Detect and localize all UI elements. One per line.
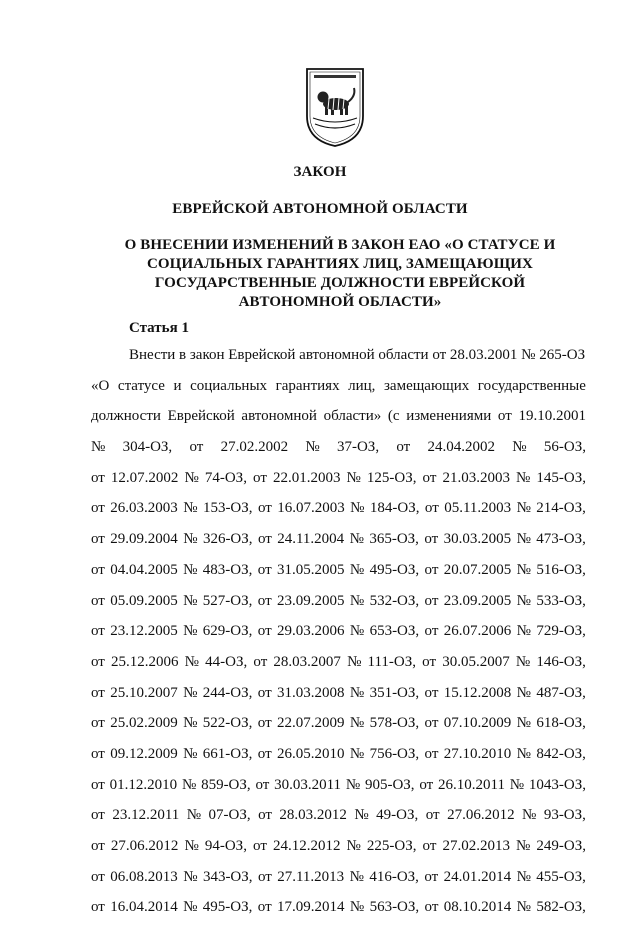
body-word: 16.07.2003 <box>277 500 345 517</box>
body-word: № <box>516 715 531 732</box>
body-word: 29.09.2004 <box>110 531 178 548</box>
body-word: области» <box>323 408 382 425</box>
body-word: № <box>186 807 202 824</box>
law-title-line: СОЦИАЛЬНЫХ ГАРАНТИЯХ ЛИЦ, ЗАМЕЩАЮЩИХ <box>146 256 533 272</box>
body-word: № <box>512 439 527 456</box>
body-word: статусе <box>117 377 165 394</box>
body-word: № <box>183 561 198 578</box>
body-word: 01.12.2010 <box>109 776 178 793</box>
body-word: от <box>424 868 439 885</box>
body-word: от <box>257 899 272 916</box>
body-text-line <box>91 438 586 469</box>
body-word: 249-ОЗ, <box>536 838 586 854</box>
body-word: № <box>509 776 525 793</box>
body-word: 94-ОЗ, <box>204 838 247 854</box>
body-word: 27.10.2010 <box>443 745 512 762</box>
body-word: 26.10.2011 <box>438 776 505 793</box>
body-word: 49-ОЗ, <box>376 807 419 824</box>
body-word: 93-ОЗ, <box>543 807 586 824</box>
body-word: 661-ОЗ, <box>202 745 253 762</box>
body-word: 27.11.2013 <box>277 868 345 885</box>
body-word: 533-ОЗ, <box>536 592 586 609</box>
body-word: 15.12.2008 <box>443 684 512 701</box>
body-word: 578-ОЗ, <box>369 715 420 732</box>
body-word: 07.10.2009 <box>443 715 512 732</box>
body-text-line <box>91 499 586 530</box>
body-word: № <box>347 653 362 670</box>
body-word: № <box>516 868 531 885</box>
body-word: 25.10.2007 <box>110 684 178 701</box>
body-word: 859-ОЗ, <box>201 776 251 793</box>
body-word: должности <box>91 408 161 425</box>
body-word: № <box>516 623 531 640</box>
body-word: от <box>257 868 272 885</box>
body-word: изменениями <box>406 408 492 425</box>
body-word: от <box>424 623 439 640</box>
body-word: № <box>91 439 106 456</box>
body-word: 04.04.2005 <box>110 561 178 578</box>
body-word: от <box>424 531 439 548</box>
body-word: 05.09.2005 <box>110 592 178 609</box>
body-word: 24.12.2012 <box>272 838 341 854</box>
body-word: № <box>516 531 531 548</box>
body-word: от <box>424 592 439 609</box>
body-word: № <box>181 776 197 793</box>
body-text-line <box>91 592 586 623</box>
body-word: от <box>497 408 512 425</box>
region-heading: ЕВРЕЙСКОЙ АВТОНОМНОЙ ОБЛАСТИ <box>172 201 468 217</box>
body-word: Внести в закон Еврейской автономной области от 28.03.2001 № 265-ОЗ <box>129 347 586 363</box>
body-text-line <box>91 346 586 377</box>
body-word: от <box>91 531 105 548</box>
body-word: № <box>354 807 369 824</box>
body-word: 455-ОЗ, <box>536 868 586 885</box>
body-word: 21.03.2003 <box>442 469 510 486</box>
body-word: от <box>257 531 272 548</box>
law-title <box>108 236 572 312</box>
body-word: 27.02.2002 <box>220 439 289 456</box>
body-word: 31.05.2005 <box>277 561 345 578</box>
body-word: 145-ОЗ, <box>536 469 586 486</box>
body-word: № <box>183 684 198 701</box>
body-word: 563-ОЗ, <box>369 899 420 916</box>
body-word: от <box>424 899 439 916</box>
body-word: от <box>257 684 272 701</box>
body-word: № <box>349 868 364 885</box>
body-word: № <box>516 561 531 578</box>
body-word: 26.07.2006 <box>443 623 512 640</box>
body-word: 473-ОЗ, <box>536 531 586 548</box>
body-word: от <box>255 776 270 793</box>
body-word: от <box>189 439 204 456</box>
body-word: № <box>350 500 365 517</box>
body-word: 28.03.2007 <box>273 653 341 670</box>
body-word: № <box>516 592 531 609</box>
body-text-line <box>91 714 586 745</box>
body-word: от <box>422 469 437 486</box>
law-title-line: О ВНЕСЕНИИ ИЗМЕНЕНИЙ В ЗАКОН ЕАО «О СТАТУСЕ И <box>124 237 556 253</box>
body-word: 19.10.2001 <box>518 408 586 425</box>
body-word: 343-ОЗ, <box>202 868 253 885</box>
body-word: 618-ОЗ, <box>536 715 586 732</box>
body-word: лиц, <box>348 377 376 394</box>
article-heading: Статья 1 <box>129 320 189 336</box>
body-word: 522-ОЗ, <box>202 715 253 732</box>
body-word: 06.08.2013 <box>110 868 178 885</box>
body-word: 146-ОЗ, <box>536 653 586 670</box>
body-word: от <box>91 838 105 854</box>
body-word: 125-ОЗ, <box>366 469 417 486</box>
body-word: 416-ОЗ, <box>369 868 419 885</box>
body-word: 27.06.2012 <box>447 807 515 824</box>
body-word: 17.09.2014 <box>277 899 345 916</box>
body-word: 495-ОЗ, <box>202 899 253 916</box>
body-word: от <box>424 745 439 762</box>
body-word: от <box>91 561 105 578</box>
article-body <box>91 346 586 929</box>
body-word: от <box>424 684 439 701</box>
body-word: от <box>422 653 437 670</box>
body-word: 153-ОЗ, <box>202 500 253 517</box>
body-word: 27.06.2012 <box>110 838 179 854</box>
body-word: № <box>349 684 365 701</box>
body-word: 44-ОЗ, <box>205 653 248 670</box>
body-word: 653-ОЗ, <box>369 623 420 640</box>
body-text-line <box>91 868 586 899</box>
body-word: социальных <box>190 377 268 394</box>
body-word: 56-ОЗ, <box>543 439 586 456</box>
body-word: № <box>184 838 199 854</box>
body-text-line <box>91 622 586 653</box>
body-word: 09.12.2009 <box>110 745 178 762</box>
body-word: № <box>349 531 364 548</box>
body-word: 22.07.2009 <box>277 715 345 732</box>
body-word: № <box>183 592 198 609</box>
body-word: от <box>424 500 439 517</box>
body-word: № <box>184 653 199 670</box>
body-text-line <box>91 530 586 561</box>
body-word: 1043-ОЗ, <box>528 776 586 793</box>
body-word: № <box>183 745 198 762</box>
body-word: 842-ОЗ, <box>536 745 586 762</box>
body-word: 24.04.2002 <box>427 439 495 456</box>
body-word: 29.03.2006 <box>277 623 345 640</box>
body-word: 729-ОЗ, <box>536 623 586 640</box>
body-word: 516-ОЗ, <box>536 561 586 578</box>
body-word: 756-ОЗ, <box>369 745 420 762</box>
body-text-line <box>91 745 586 776</box>
body-word: замещающих <box>384 377 470 394</box>
body-word: № <box>183 623 198 640</box>
body-word: 487-ОЗ, <box>536 684 586 701</box>
body-word: 74-ОЗ, <box>204 469 247 486</box>
body-word: (с <box>387 408 400 425</box>
body-word: № <box>516 500 531 517</box>
body-word: 25.02.2009 <box>110 715 178 732</box>
body-word: 629-ОЗ, <box>202 623 253 640</box>
body-word: 495-ОЗ, <box>369 561 420 578</box>
body-word: от <box>257 592 272 609</box>
body-word: 111-ОЗ, <box>367 653 417 670</box>
body-word: № <box>516 684 531 701</box>
body-word: от <box>258 807 272 824</box>
coat-of-arms-emblem <box>304 66 366 148</box>
body-word: № <box>516 745 531 762</box>
body-word: № <box>183 868 198 885</box>
body-word: от <box>253 469 267 486</box>
body-word: 483-ОЗ, <box>202 561 253 578</box>
body-word: № <box>349 623 365 640</box>
body-word: от <box>257 561 272 578</box>
body-word: 26.03.2003 <box>110 500 178 517</box>
body-word: 244-ОЗ, <box>202 684 253 701</box>
body-word: 16.04.2014 <box>110 899 178 916</box>
body-text-line <box>91 469 586 500</box>
body-word: от <box>91 653 105 670</box>
body-word: № <box>349 592 365 609</box>
body-text-line <box>91 561 586 592</box>
body-word: 225-ОЗ, <box>366 838 417 854</box>
body-word: от <box>91 745 105 762</box>
body-word: Еврейской <box>167 408 235 425</box>
body-word: 07-ОЗ, <box>208 807 251 824</box>
body-word: «О <box>91 377 110 394</box>
body-word: гарантиях <box>275 377 340 394</box>
body-word: 24.11.2004 <box>277 531 345 548</box>
body-word: № <box>184 469 199 486</box>
body-word: от <box>91 684 105 701</box>
law-title-line: ГОСУДАРСТВЕННЫЕ ДОЛЖНОСТИ ЕВРЕЙСКОЙ <box>154 275 526 291</box>
body-word: 28.03.2012 <box>279 807 347 824</box>
body-word: 527-ОЗ, <box>202 592 253 609</box>
body-word: от <box>424 561 439 578</box>
body-word: от <box>91 715 105 732</box>
body-word: 23.12.2005 <box>110 623 178 640</box>
body-word: 30.03.2005 <box>443 531 512 548</box>
body-word: № <box>183 715 198 732</box>
body-word: от <box>91 592 105 609</box>
body-word: от <box>396 439 411 456</box>
body-word: 08.10.2014 <box>443 899 512 916</box>
body-word: 31.03.2008 <box>277 684 345 701</box>
body-word: 25.12.2006 <box>111 653 179 670</box>
body-word: № <box>349 715 365 732</box>
body-text-line <box>91 684 586 715</box>
body-word: от <box>253 838 267 854</box>
body-word: № <box>183 531 198 548</box>
body-word: 27.02.2013 <box>442 838 510 854</box>
body-word: от <box>91 776 105 793</box>
body-word: № <box>183 899 198 916</box>
body-word: 326-ОЗ, <box>202 531 253 548</box>
body-word: от <box>422 838 437 854</box>
body-word: и <box>173 377 182 394</box>
body-word: 582-ОЗ, <box>536 899 586 916</box>
body-word: от <box>91 623 105 640</box>
body-word: 365-ОЗ, <box>369 531 419 548</box>
body-word: 05.11.2003 <box>444 500 512 517</box>
body-word: № <box>516 899 531 916</box>
body-word: 37-ОЗ, <box>336 439 380 456</box>
body-word: № <box>515 653 531 670</box>
body-word: 24.01.2014 <box>443 868 512 885</box>
body-word: 351-ОЗ, <box>369 684 420 701</box>
body-word: 22.01.2003 <box>272 469 341 486</box>
body-word: № <box>349 561 365 578</box>
body-word: от <box>91 807 105 824</box>
body-text-line <box>91 377 586 408</box>
body-word: от <box>257 623 272 640</box>
body-text-line <box>91 898 586 929</box>
body-text-line <box>91 837 586 868</box>
body-word: 23.12.2011 <box>112 807 180 824</box>
document-type-heading: ЗАКОН <box>293 164 347 180</box>
body-word: 23.09.2005 <box>443 592 512 609</box>
body-word: от <box>257 500 272 517</box>
body-text-line <box>91 407 586 438</box>
body-word: от <box>419 776 434 793</box>
body-word: 26.05.2010 <box>277 745 345 762</box>
body-word: от <box>253 653 268 670</box>
body-word: 905-ОЗ, <box>364 776 415 793</box>
law-title-line: АВТОНОМНОЙ ОБЛАСТИ» <box>238 294 442 310</box>
body-word: № <box>516 838 531 854</box>
body-text-line <box>91 653 586 684</box>
body-word: № <box>346 838 361 854</box>
body-word: № <box>349 745 365 762</box>
body-word: государственные <box>477 377 586 394</box>
body-word: 184-ОЗ, <box>369 500 420 517</box>
body-word: от <box>257 715 272 732</box>
body-word: № <box>345 776 361 793</box>
body-word: автономной <box>241 408 317 425</box>
body-word: от <box>91 899 105 916</box>
body-word: 304-ОЗ, <box>122 439 173 456</box>
body-word: от <box>425 807 440 824</box>
body-word: 532-ОЗ, <box>369 592 420 609</box>
body-word: № <box>522 807 537 824</box>
body-word: 30.05.2007 <box>442 653 510 670</box>
body-word: № <box>346 469 361 486</box>
body-word: 30.03.2011 <box>274 776 342 793</box>
body-word: от <box>424 715 439 732</box>
body-word: № <box>516 469 531 486</box>
body-word: № <box>183 500 198 517</box>
body-word: 214-ОЗ, <box>536 500 586 517</box>
body-text-line <box>91 776 586 807</box>
body-word: от <box>91 868 105 885</box>
body-word: 23.09.2005 <box>277 592 345 609</box>
body-text-line <box>91 806 586 837</box>
body-word: от <box>91 500 105 517</box>
body-word: от <box>257 745 272 762</box>
body-word: от <box>91 469 105 486</box>
body-word: 12.07.2002 <box>110 469 179 486</box>
body-word: № <box>349 899 365 916</box>
body-word: № <box>305 439 320 456</box>
body-word: 20.07.2005 <box>443 561 512 578</box>
